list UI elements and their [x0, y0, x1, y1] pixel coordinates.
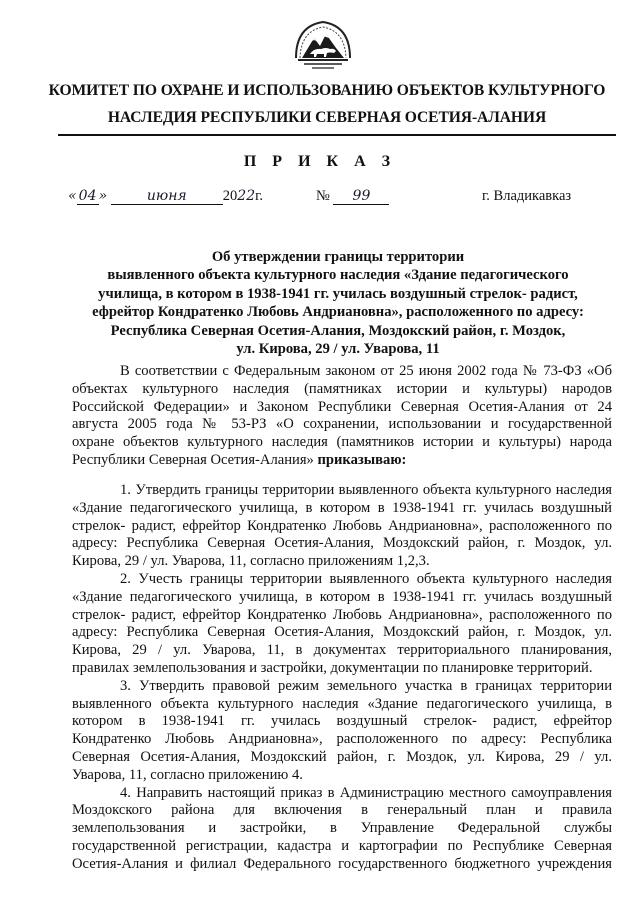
subject-line: училища, в котором в 1938-1941 гг. училась воздушный стрелок- радист,	[98, 285, 578, 302]
subject-line: Республика Северная Осетия-Алания, Моздокский район, г. Моздок,	[110, 322, 566, 339]
item-1-line: Кирова, 29 / ул. Уварова, 11, согласно приложениям 1,2,3.	[72, 553, 430, 570]
date-open-quote: «	[68, 188, 77, 204]
number-prefix: №	[316, 188, 330, 204]
item-2-line: правилах землепользования и застройки, документации по планировке территорий.	[72, 659, 593, 676]
item-4-line: Осетия-Алания и филиал Федерального государственного бюджетного учреждения	[72, 855, 612, 872]
preamble-paragraph	[72, 363, 612, 470]
document-title: П Р И К А З	[243, 153, 397, 170]
item-3-line: котором в 1938-1941 гг. училась воздушный стрелок- радист, ефрейтор	[72, 713, 612, 730]
preamble-line: Российской Федерации» и Законом Республики Северная Осетия-Алания от 24	[72, 398, 612, 415]
subject-line: ефрейтор Кондратенко Любовь Андриановна», расположенного по адресу:	[92, 304, 584, 321]
header-divider	[58, 134, 616, 136]
date-year-prefix: 20	[222, 188, 238, 204]
order-city: г. Владикавказ	[482, 188, 572, 204]
item-1-line: 1. Утвердить границы территории выявленного объекта культурного наследия	[120, 482, 612, 498]
order-date	[68, 188, 263, 205]
date-year-suffix: 22	[237, 188, 256, 204]
date-day: 04	[77, 188, 99, 205]
number-value: 99	[333, 188, 389, 205]
item-3-line: Уварова, 11, согласно приложению 4.	[72, 766, 303, 783]
item-2-line: «Здание педагогического училища, в котором в 1938-1941 гг. училась воздушный	[72, 588, 612, 605]
order-directive: приказываю:	[317, 451, 407, 468]
coat-of-arms-icon	[290, 18, 356, 74]
organization-name-line-2: НАСЛЕДИЯ РЕСПУБЛИКИ СЕВЕРНАЯ ОСЕТИЯ-АЛАНИЯ	[107, 109, 547, 126]
item-1-line: стрелок- радист, ефрейтор Кондратенко Любовь Андриановна», расположенного по	[72, 517, 612, 534]
item-3-line: выявленного объекта культурного наследия «Здание педагогического училища, в	[72, 695, 612, 712]
order-subject	[60, 248, 616, 358]
item-4-line: землепользования и застройки, в Управление Федеральной службы	[72, 820, 612, 837]
date-month: июня	[111, 188, 223, 205]
subject-line: выявленного объекта культурного наследия «Здание педагогического	[107, 267, 569, 284]
organization-name-line-1: КОМИТЕТ ПО ОХРАНЕ И ИСПОЛЬЗОВАНИЮ ОБЪЕКТОВ КУЛЬТУРНОГО	[48, 82, 606, 99]
preamble-last-text: Республики Северная Осетия-Алания»	[72, 451, 314, 468]
subject-line: Об утверждении границы территории	[211, 249, 465, 265]
item-3-line: Северная Осетия-Алания, Моздокский район, г. Моздок, ул. Кирова, 29 / ул.	[72, 748, 612, 765]
item-1-line: адресу: Республика Северная Осетия-Алания, Моздокский район, г. Моздок, ул.	[72, 535, 612, 552]
item-4-line: 4. Направить настоящий приказ в Администрацию местного самоуправления	[120, 784, 612, 801]
item-3-line: 3. Утвердить правовой режим земельного участка в границах территории	[120, 677, 612, 694]
date-year-unit: г.	[255, 188, 264, 204]
item-3-line: Кондратенко Любовь Андриановна», расположенного по адресу: Республика	[72, 731, 612, 748]
item-2-line: стрелок- радист, ефрейтор Кондратенко Любовь Андриановна», расположенного по	[72, 606, 612, 623]
item-4-line: государственной регистрации, кадастра и картографии по Республике Северная	[72, 837, 612, 854]
order-items	[72, 482, 612, 874]
order-number	[316, 188, 389, 205]
item-4-line: Моздокского района для включения в генеральный план и правила	[72, 802, 612, 819]
preamble-line: охране объектов культурного наследия (памятников истории и культуры) народа	[72, 434, 612, 451]
subject-line: ул. Кирова, 29 / ул. Уварова, 11	[236, 341, 440, 358]
preamble-line: В соответствии с Федеральным законом от 25 июня 2002 года № 73-ФЗ «Об	[120, 363, 612, 379]
item-2-line: Кирова, 29 / ул. Уварова, 11, в документах территориального планирования,	[72, 642, 612, 659]
date-close-quote: »	[98, 188, 108, 204]
item-1-line: «Здание педагогического училища, в котором в 1938-1941 гг. училась воздушный	[72, 499, 612, 516]
item-2-line: 2. Учесть границы территории выявленного объекта культурного наследия	[120, 570, 612, 587]
preamble-line: объектах культурного наследия (памятниках истории и культуры) народов	[72, 380, 612, 397]
preamble-line	[72, 452, 612, 470]
preamble-line: августа 2005 года № 53-РЗ «О сохранении, использовании и государственной	[72, 416, 612, 433]
item-2-line: адресу: Республика Северная Осетия-Алания, Моздокский район, г. Моздок, ул.	[72, 624, 612, 641]
